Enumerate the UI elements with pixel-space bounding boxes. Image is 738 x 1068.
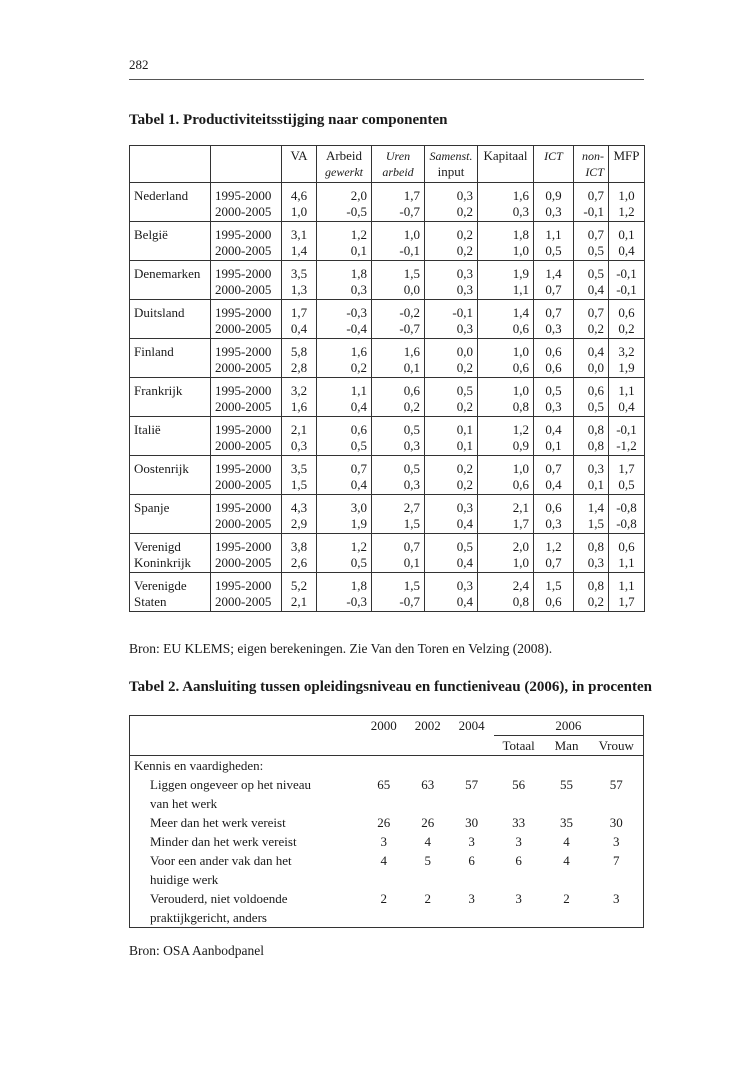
- value-cell: 3: [380, 834, 388, 849]
- period-cell: 1995-2000 2000-2005: [211, 183, 282, 222]
- table-row: [130, 573, 645, 612]
- header-arbeid-gewerkt: Arbeid gewerkt: [317, 146, 372, 183]
- row-label: Meer dan het werk vereist: [150, 815, 286, 830]
- header-country: [130, 146, 211, 183]
- value-cell: 1,9 1,1: [478, 261, 534, 300]
- country-cell: Nederland: [130, 183, 211, 222]
- header-non-ict: non- ICT: [574, 146, 609, 183]
- value-cell: 0,7 0,1: [372, 534, 425, 573]
- value-cell: 1,7 0,5: [609, 456, 645, 495]
- value-cell: 6: [515, 853, 522, 868]
- value-cell: 2,4 0,8: [478, 573, 534, 612]
- period-cell: 1995-2000 2000-2005: [211, 378, 282, 417]
- value-cell: 3,2 1,9: [609, 339, 645, 378]
- value-cell: -0,8 -0,8: [609, 495, 645, 534]
- value-cell: 3: [468, 891, 475, 906]
- period-cell: 1995-2000 2000-2005: [211, 417, 282, 456]
- value-cell: 1,8 0,3: [317, 261, 372, 300]
- table-row: [130, 851, 644, 889]
- value-cell: 4: [424, 834, 431, 849]
- value-cell: 0,6 0,5: [317, 417, 372, 456]
- table-row: [130, 495, 645, 534]
- period-cell: 1995-2000 2000-2005: [211, 222, 282, 261]
- row-label: Minder dan het werk vereist: [150, 834, 297, 849]
- value-cell: 1,7 0,4: [282, 300, 317, 339]
- value-cell: 3,2 1,6: [282, 378, 317, 417]
- value-cell: 0,6 0,2: [372, 378, 425, 417]
- value-cell: 7: [613, 853, 620, 868]
- productivity-table: [129, 145, 645, 612]
- value-cell: 0,3 0,1: [574, 456, 609, 495]
- value-cell: 1,4 0,6: [478, 300, 534, 339]
- value-cell: 65: [377, 777, 391, 792]
- value-cell: 1,4 1,5: [574, 495, 609, 534]
- row-label: Liggen ongeveer op het niveau van het werk: [150, 777, 311, 811]
- year-2006: 2006: [555, 718, 582, 733]
- value-cell: 0,8 0,3: [574, 534, 609, 573]
- table2-subheader-row: [130, 736, 644, 756]
- value-cell: 1,2 0,7: [534, 534, 574, 573]
- value-cell: 0,3 0,3: [425, 261, 478, 300]
- table2-source: Bron: OSA Aanbodpanel: [129, 943, 264, 958]
- value-cell: 0,6 0,2: [609, 300, 645, 339]
- value-cell: 57: [465, 777, 479, 792]
- value-cell: 2: [380, 891, 388, 906]
- value-cell: 3,5 1,5: [282, 456, 317, 495]
- value-cell: 1,6 0,1: [372, 339, 425, 378]
- section-label: Kennis en vaardigheden:: [130, 756, 644, 776]
- table-row: [130, 775, 644, 813]
- value-cell: 0,5 0,2: [425, 378, 478, 417]
- country-cell: Verenigd Koninkrijk: [130, 534, 211, 573]
- value-cell: 3: [515, 891, 522, 906]
- value-cell: 35: [560, 815, 574, 830]
- table2-year-row: [130, 716, 644, 736]
- value-cell: 0,8 0,8: [574, 417, 609, 456]
- value-cell: 0,5 0,3: [534, 378, 574, 417]
- value-cell: 0,2 0,2: [425, 222, 478, 261]
- value-cell: 0,8 0,2: [574, 573, 609, 612]
- table-row: [130, 261, 645, 300]
- value-cell: 30: [465, 815, 479, 830]
- value-cell: 1,1 0,5: [534, 222, 574, 261]
- value-cell: 56: [512, 777, 526, 792]
- value-cell: 0,6 0,5: [574, 378, 609, 417]
- value-cell: 1,5 0,0: [372, 261, 425, 300]
- table-row: [130, 300, 645, 339]
- value-cell: 1,2 0,9: [478, 417, 534, 456]
- table-row: [130, 183, 645, 222]
- value-cell: 1,5 0,6: [534, 573, 574, 612]
- value-cell: 6: [468, 853, 475, 868]
- value-cell: 0,5 0,3: [372, 456, 425, 495]
- value-cell: 1,0 0,6: [478, 339, 534, 378]
- value-cell: 0,3 0,4: [425, 573, 478, 612]
- value-cell: 3: [515, 834, 522, 849]
- value-cell: 2,1 0,3: [282, 417, 317, 456]
- period-cell: 1995-2000 2000-2005: [211, 261, 282, 300]
- subheader-totaal: Totaal: [494, 736, 544, 756]
- value-cell: -0,2 -0,7: [372, 300, 425, 339]
- header-period: [211, 146, 282, 183]
- value-cell: 1,2 0,5: [317, 534, 372, 573]
- country-cell: Duitsland: [130, 300, 211, 339]
- header-ict: ICT: [534, 146, 574, 183]
- table-row: [130, 417, 645, 456]
- value-cell: 1,5 -0,7: [372, 573, 425, 612]
- country-cell: Spanje: [130, 495, 211, 534]
- value-cell: 0,4 0,0: [574, 339, 609, 378]
- period-cell: 1995-2000 2000-2005: [211, 339, 282, 378]
- value-cell: 63: [421, 777, 435, 792]
- value-cell: 0,5 0,4: [425, 534, 478, 573]
- year-2000: 2000: [370, 718, 397, 733]
- value-cell: 1,0 0,8: [478, 378, 534, 417]
- value-cell: 1,4 0,7: [534, 261, 574, 300]
- row-label: Voor een ander vak dan het huidige werk: [150, 853, 292, 887]
- header-uren-arbeid: Uren arbeid: [372, 146, 425, 183]
- education-match-table: [129, 715, 644, 928]
- value-cell: 0,2 0,2: [425, 456, 478, 495]
- value-cell: 4,3 2,9: [282, 495, 317, 534]
- value-cell: 26: [377, 815, 391, 830]
- value-cell: 55: [560, 777, 574, 792]
- value-cell: 2,0 1,0: [478, 534, 534, 573]
- value-cell: 2: [563, 891, 570, 906]
- value-cell: 0,0 0,2: [425, 339, 478, 378]
- value-cell: 1,7 -0,7: [372, 183, 425, 222]
- header-samenst-input: Samenst. input: [425, 146, 478, 183]
- value-cell: 0,5 0,3: [372, 417, 425, 456]
- value-cell: 0,3 0,2: [425, 183, 478, 222]
- value-cell: 4: [563, 834, 570, 849]
- country-cell: Verenigde Staten: [130, 573, 211, 612]
- year-2002: 2002: [414, 718, 441, 733]
- value-cell: 3,8 2,6: [282, 534, 317, 573]
- table-row: [130, 534, 645, 573]
- value-cell: 1,8 -0,3: [317, 573, 372, 612]
- value-cell: 0,5 0,4: [574, 261, 609, 300]
- country-cell: Frankrijk: [130, 378, 211, 417]
- table-row: [130, 889, 644, 928]
- value-cell: 0,7 0,4: [317, 456, 372, 495]
- value-cell: 5,8 2,8: [282, 339, 317, 378]
- header-mfp: MFP: [609, 146, 645, 183]
- table-row: [130, 339, 645, 378]
- value-cell: 2,0 -0,5: [317, 183, 372, 222]
- value-cell: -0,1 -1,2: [609, 417, 645, 456]
- value-cell: 0,6 0,3: [534, 495, 574, 534]
- country-cell: Oostenrijk: [130, 456, 211, 495]
- value-cell: 2: [424, 891, 431, 906]
- value-cell: 1,6 0,2: [317, 339, 372, 378]
- value-cell: 0,1 0,4: [609, 222, 645, 261]
- subheader-man: Man: [544, 736, 590, 756]
- country-cell: België: [130, 222, 211, 261]
- value-cell: 3: [468, 834, 475, 849]
- year-2004: 2004: [458, 718, 485, 733]
- value-cell: -0,1 -0,1: [609, 261, 645, 300]
- table-row: [130, 456, 645, 495]
- value-cell: 5,2 2,1: [282, 573, 317, 612]
- header-rule: [129, 79, 644, 80]
- header-va: VA: [282, 146, 317, 183]
- value-cell: 0,7 0,3: [534, 300, 574, 339]
- value-cell: 3: [613, 891, 620, 906]
- page-number: 282: [129, 57, 149, 72]
- table-row: [130, 813, 644, 832]
- value-cell: 0,4 0,1: [534, 417, 574, 456]
- period-cell: 1995-2000 2000-2005: [211, 300, 282, 339]
- value-cell: 0,7 0,5: [574, 222, 609, 261]
- value-cell: -0,3 -0,4: [317, 300, 372, 339]
- value-cell: 0,6 0,6: [534, 339, 574, 378]
- value-cell: 1,1 0,4: [609, 378, 645, 417]
- value-cell: 3,1 1,4: [282, 222, 317, 261]
- country-cell: Finland: [130, 339, 211, 378]
- table1-source: Bron: EU KLEMS; eigen berekeningen. Zie Van den Toren en Velzing (2008).: [129, 641, 553, 656]
- value-cell: 1,1 1,7: [609, 573, 645, 612]
- value-cell: 0,7 -0,1: [574, 183, 609, 222]
- value-cell: 1,6 0,3: [478, 183, 534, 222]
- value-cell: 0,1 0,1: [425, 417, 478, 456]
- table2-caption: Tabel 2. Aansluiting tussen opleidingsniveau en functieniveau (2006), in procenten: [129, 679, 653, 695]
- table-row: [130, 378, 645, 417]
- country-cell: Italië: [130, 417, 211, 456]
- table1-caption: Tabel 1. Productiviteitsstijging naar componenten: [129, 112, 448, 128]
- table-row: [130, 222, 645, 261]
- value-cell: 4: [563, 853, 570, 868]
- value-cell: 1,1 0,4: [317, 378, 372, 417]
- period-cell: 1995-2000 2000-2005: [211, 534, 282, 573]
- value-cell: 3,0 1,9: [317, 495, 372, 534]
- country-cell: Denemarken: [130, 261, 211, 300]
- value-cell: 4: [380, 853, 388, 868]
- value-cell: 0,6 1,1: [609, 534, 645, 573]
- value-cell: 26: [421, 815, 435, 830]
- value-cell: 3: [613, 834, 620, 849]
- row-label: Verouderd, niet voldoende praktijkgericht, anders: [150, 891, 288, 925]
- value-cell: 1,2 0,1: [317, 222, 372, 261]
- value-cell: 3,5 1,3: [282, 261, 317, 300]
- value-cell: 30: [609, 815, 623, 830]
- subheader-vrouw: Vrouw: [590, 736, 644, 756]
- value-cell: 0,9 0,3: [534, 183, 574, 222]
- value-cell: 1,0 -0,1: [372, 222, 425, 261]
- value-cell: 0,7 0,4: [534, 456, 574, 495]
- value-cell: 57: [609, 777, 623, 792]
- table1-header-row: [130, 146, 645, 183]
- period-cell: 1995-2000 2000-2005: [211, 573, 282, 612]
- value-cell: 4,6 1,0: [282, 183, 317, 222]
- value-cell: 33: [512, 815, 526, 830]
- value-cell: 5: [424, 853, 431, 868]
- period-cell: 1995-2000 2000-2005: [211, 495, 282, 534]
- value-cell: 1,0 0,6: [478, 456, 534, 495]
- value-cell: 1,8 1,0: [478, 222, 534, 261]
- period-cell: 1995-2000 2000-2005: [211, 456, 282, 495]
- value-cell: 0,7 0,2: [574, 300, 609, 339]
- table-row: [130, 832, 644, 851]
- value-cell: -0,1 0,3: [425, 300, 478, 339]
- value-cell: 2,1 1,7: [478, 495, 534, 534]
- value-cell: 0,3 0,4: [425, 495, 478, 534]
- value-cell: 2,7 1,5: [372, 495, 425, 534]
- value-cell: 1,0 1,2: [609, 183, 645, 222]
- header-kapitaal: Kapitaal: [478, 146, 534, 183]
